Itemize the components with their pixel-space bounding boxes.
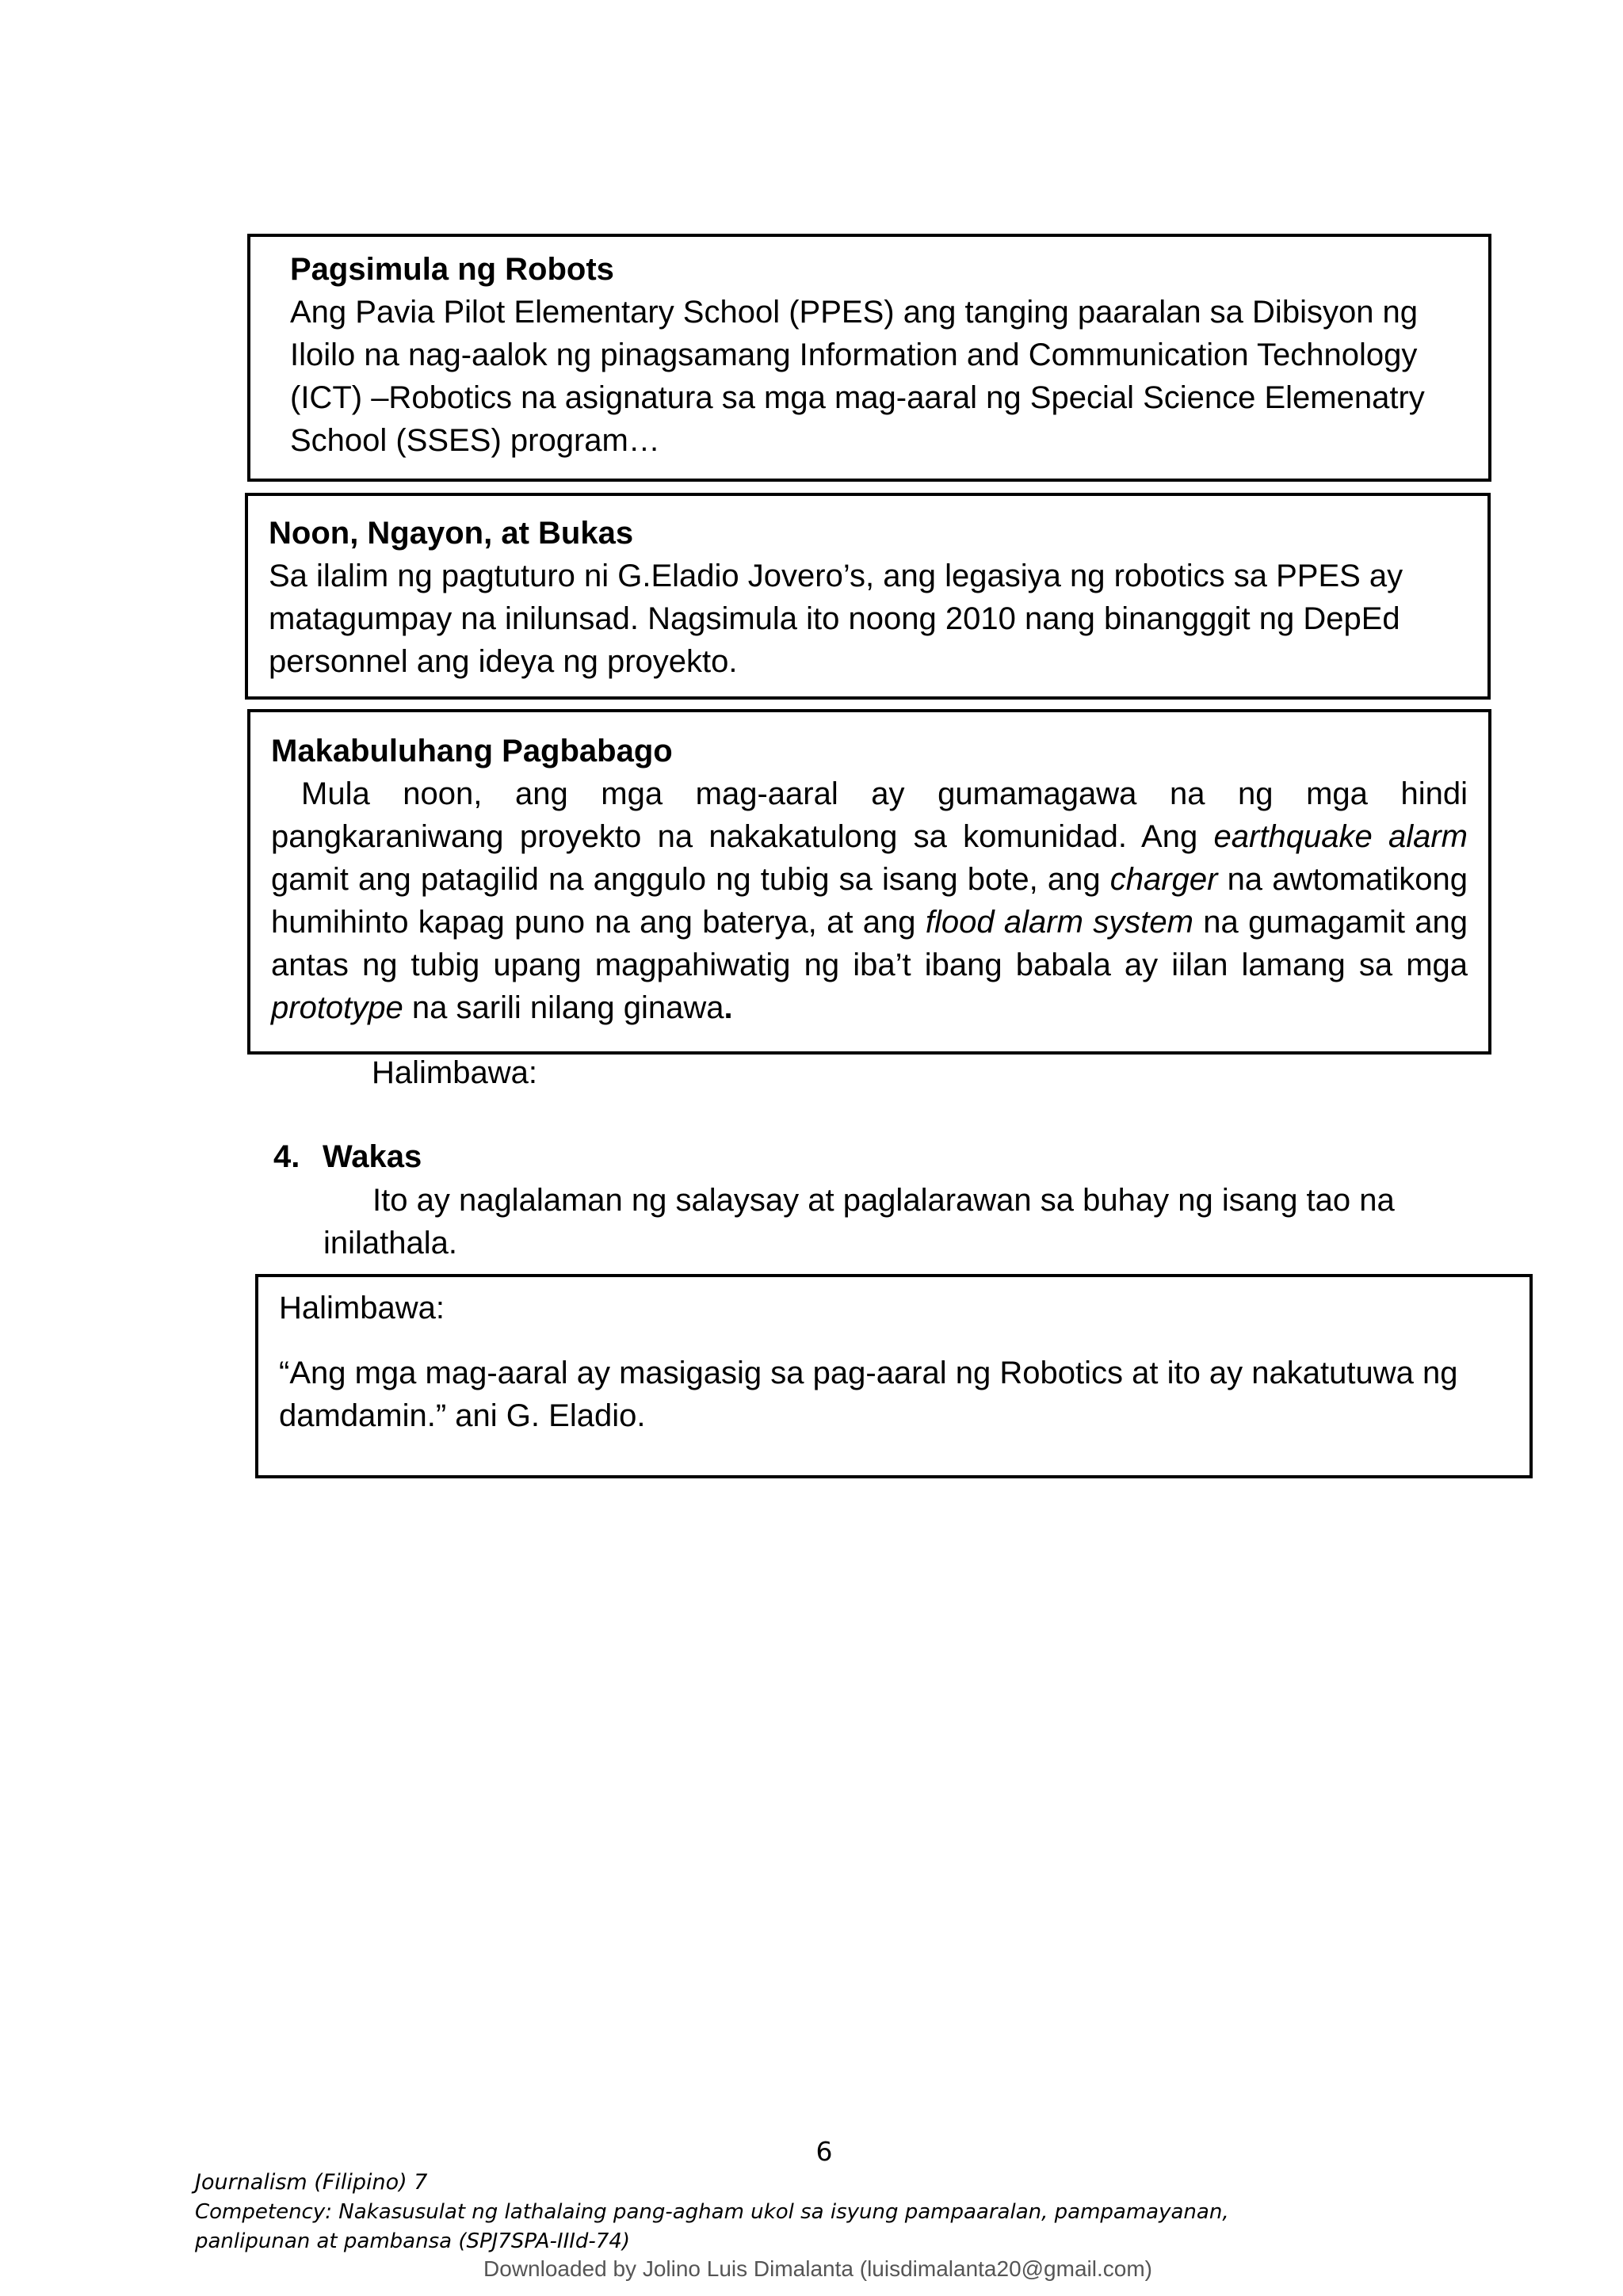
section-text: Sa ilalim ng pagtuturo ni G.Eladio Jovero’s, ang legasiya ng robotics sa PPES ay matagumpay na inilunsad. Nagsimula ito noong 2010 nang binangggit ng DepEd personnel ang ideya ng proyekto. <box>269 559 1403 679</box>
footer-competency: panlipunan at pambansa (SPJ7SPA-IIId-74) <box>195 2229 631 2253</box>
example-box <box>255 1274 1533 1478</box>
text-run-italic: prototype <box>271 990 403 1025</box>
wakas-heading <box>273 1135 422 1178</box>
footer-competency: Competency: Nakasusulat ng lathalaing pang-agham ukol sa isyung pampaaralan, pampamayanan, <box>195 2200 1229 2224</box>
text-run: na sarili nilang ginawa <box>403 990 724 1025</box>
text-run-italic: charger <box>1109 862 1218 897</box>
section-box-pagsimula <box>247 234 1491 482</box>
text-run-bold: . <box>724 990 733 1025</box>
text-run: na gumagamit ang antas ng tubig upang magpahiwatig ng iba’t ibang babala ay iilan lamang sa mga <box>271 905 1468 982</box>
section-title: Noon, Ngayon, at Bukas <box>269 516 634 551</box>
text-run: gamit ang patagilid na anggulo ng tubig sa isang bote, ang <box>271 862 1110 897</box>
text-run: Mula noon, ang mga mag-aaral ay gumamagawa na ng mga hindi pangkaraniwang proyekto na nakakatulong sa komunidad. Ang <box>271 776 1468 854</box>
wakas-title: Wakas <box>323 1139 422 1174</box>
section-title: Makabuluhang Pagbabago <box>271 734 673 769</box>
section-box-noon-ngayon-bukas <box>245 493 1491 700</box>
section-text <box>271 772 1468 1029</box>
text-run: na awtomatikong humihinto kapag puno na ang baterya, at ang <box>271 862 1468 940</box>
example-box-label: Halimbawa: <box>279 1291 445 1325</box>
section-text: Ang Pavia Pilot Elementary School (PPES) ang tanging paaralan sa Dibisyon ng Iloilo na nag-aalok ng pinagsamang Information and Communication Technology (ICT) –Robotics na asignatura sa mga mag-aaral ng Special Science Elemenatry School (SSES) program… <box>290 295 1425 458</box>
text-run-italic: flood alarm system <box>925 905 1193 940</box>
section-title: Pagsimula ng Robots <box>290 252 614 287</box>
example-quote: “Ang mga mag-aaral ay masigasig sa pag-aaral ng Robotics at ito ay nakatutuwa ng damdamin.” ani G. Eladio. <box>279 1356 1458 1433</box>
wakas-description: Ito ay naglalaman ng salaysay at paglalarawan sa buhay ng isang tao na inilathala. <box>323 1183 1395 1261</box>
text-run-italic: earthquake alarm <box>1213 819 1468 854</box>
example-label: Halimbawa: <box>372 1055 537 1090</box>
section-box-makabuluhang-pagbabago <box>247 709 1491 1055</box>
list-number: 4. <box>273 1139 300 1174</box>
page-number: 6 <box>815 2136 833 2167</box>
download-note: Downloaded by Jolino Luis Dimalanta (luisdimalanta20@gmail.com) <box>483 2256 1152 2281</box>
footer-course: Journalism (Filipino) 7 <box>195 2170 428 2195</box>
